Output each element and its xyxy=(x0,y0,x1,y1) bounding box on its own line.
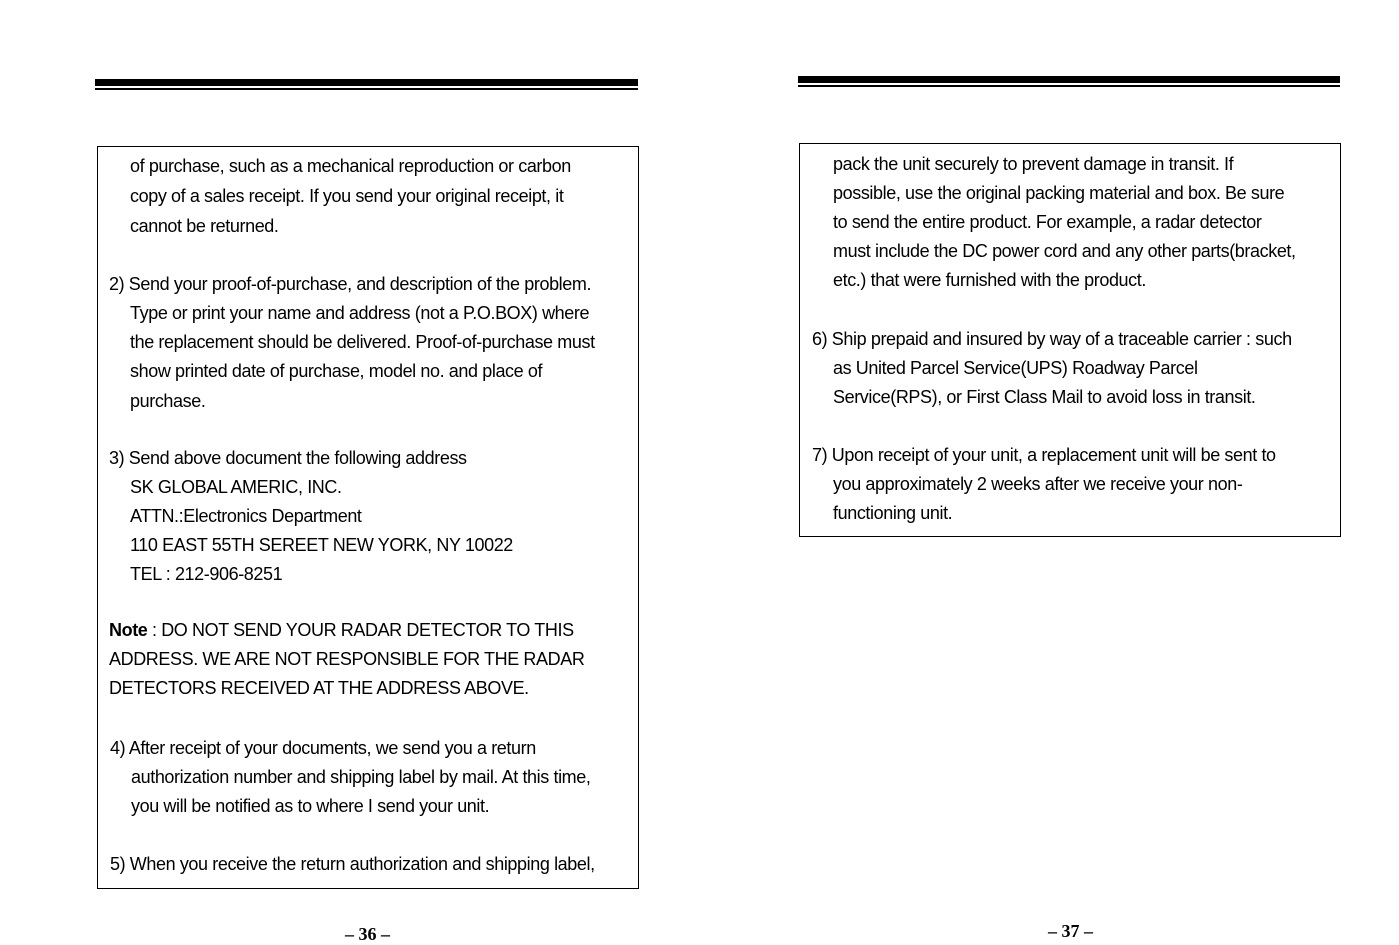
right-header-rule-thin xyxy=(798,85,1340,87)
left-header-rule-thin xyxy=(95,88,638,90)
right-line-8: Service(RPS), or First Class Mail to avoid loss in transit. xyxy=(833,387,1256,407)
right-page-number: – 37 – xyxy=(1048,921,1093,941)
left-line-6: the replacement should be delivered. Proof-of-purchase must xyxy=(130,332,595,352)
right-line-11: functioning unit. xyxy=(833,503,953,523)
note-text: : DO NOT SEND YOUR RADAR DETECTOR TO THIS xyxy=(147,620,574,640)
right-line-3: to send the entire product. For example, a radar detector xyxy=(833,212,1262,232)
right-line-7: as United Parcel Service(UPS) Roadway Parcel xyxy=(833,358,1198,378)
left-line-5: Type or print your name and address (not a P.O.BOX) where xyxy=(130,303,590,323)
left-line-1: of purchase, such as a mechanical reproduction or carbon xyxy=(130,156,571,176)
right-line-6: 6) Ship prepaid and insured by way of a traceable carrier : such xyxy=(812,329,1292,349)
left-line-3: cannot be returned. xyxy=(130,216,279,236)
note-line xyxy=(109,619,574,641)
left-line-8: purchase. xyxy=(130,391,206,411)
left-line-19: 5) When you receive the return authorization and shipping label, xyxy=(110,854,595,874)
left-line-17: authorization number and shipping label by mail. At this time, xyxy=(131,767,591,787)
right-line-10: you approximately 2 weeks after we receive your non- xyxy=(833,474,1243,494)
left-line-7: show printed date of purchase, model no. and place of xyxy=(130,361,543,381)
note-label: Note xyxy=(109,620,148,640)
left-line-10: SK GLOBAL AMERIC, INC. xyxy=(130,477,342,497)
left-page-number: – 36 – xyxy=(345,924,390,944)
right-line-5: etc.) that were furnished with the product. xyxy=(833,270,1146,290)
left-line-2: copy of a sales receipt. If you send your original receipt, it xyxy=(130,186,564,206)
left-line-12: 110 EAST 55TH SEREET NEW YORK, NY 10022 xyxy=(130,535,513,555)
left-line-13: TEL : 212-906-8251 xyxy=(130,564,283,584)
left-line-18: you will be notified as to where I send your unit. xyxy=(131,796,490,816)
right-line-1: pack the unit securely to prevent damage in transit. If xyxy=(833,154,1234,174)
left-line-15: DETECTORS RECEIVED AT THE ADDRESS ABOVE. xyxy=(109,678,529,698)
left-header-rule-thick xyxy=(95,79,638,86)
left-line-4: 2) Send your proof-of-purchase, and description of the problem. xyxy=(109,274,592,294)
left-line-9: 3) Send above document the following address xyxy=(109,448,467,468)
right-line-9: 7) Upon receipt of your unit, a replacement unit will be sent to xyxy=(812,445,1276,465)
right-header-rule-thick xyxy=(798,76,1340,83)
left-line-11: ATTN.:Electronics Department xyxy=(130,506,362,526)
left-line-14: ADDRESS. WE ARE NOT RESPONSIBLE FOR THE RADAR xyxy=(109,649,585,669)
right-line-2: possible, use the original packing material and box. Be sure xyxy=(833,183,1285,203)
right-line-4: must include the DC power cord and any other parts(bracket, xyxy=(833,241,1296,261)
left-line-16: 4) After receipt of your documents, we send you a return xyxy=(110,738,536,758)
